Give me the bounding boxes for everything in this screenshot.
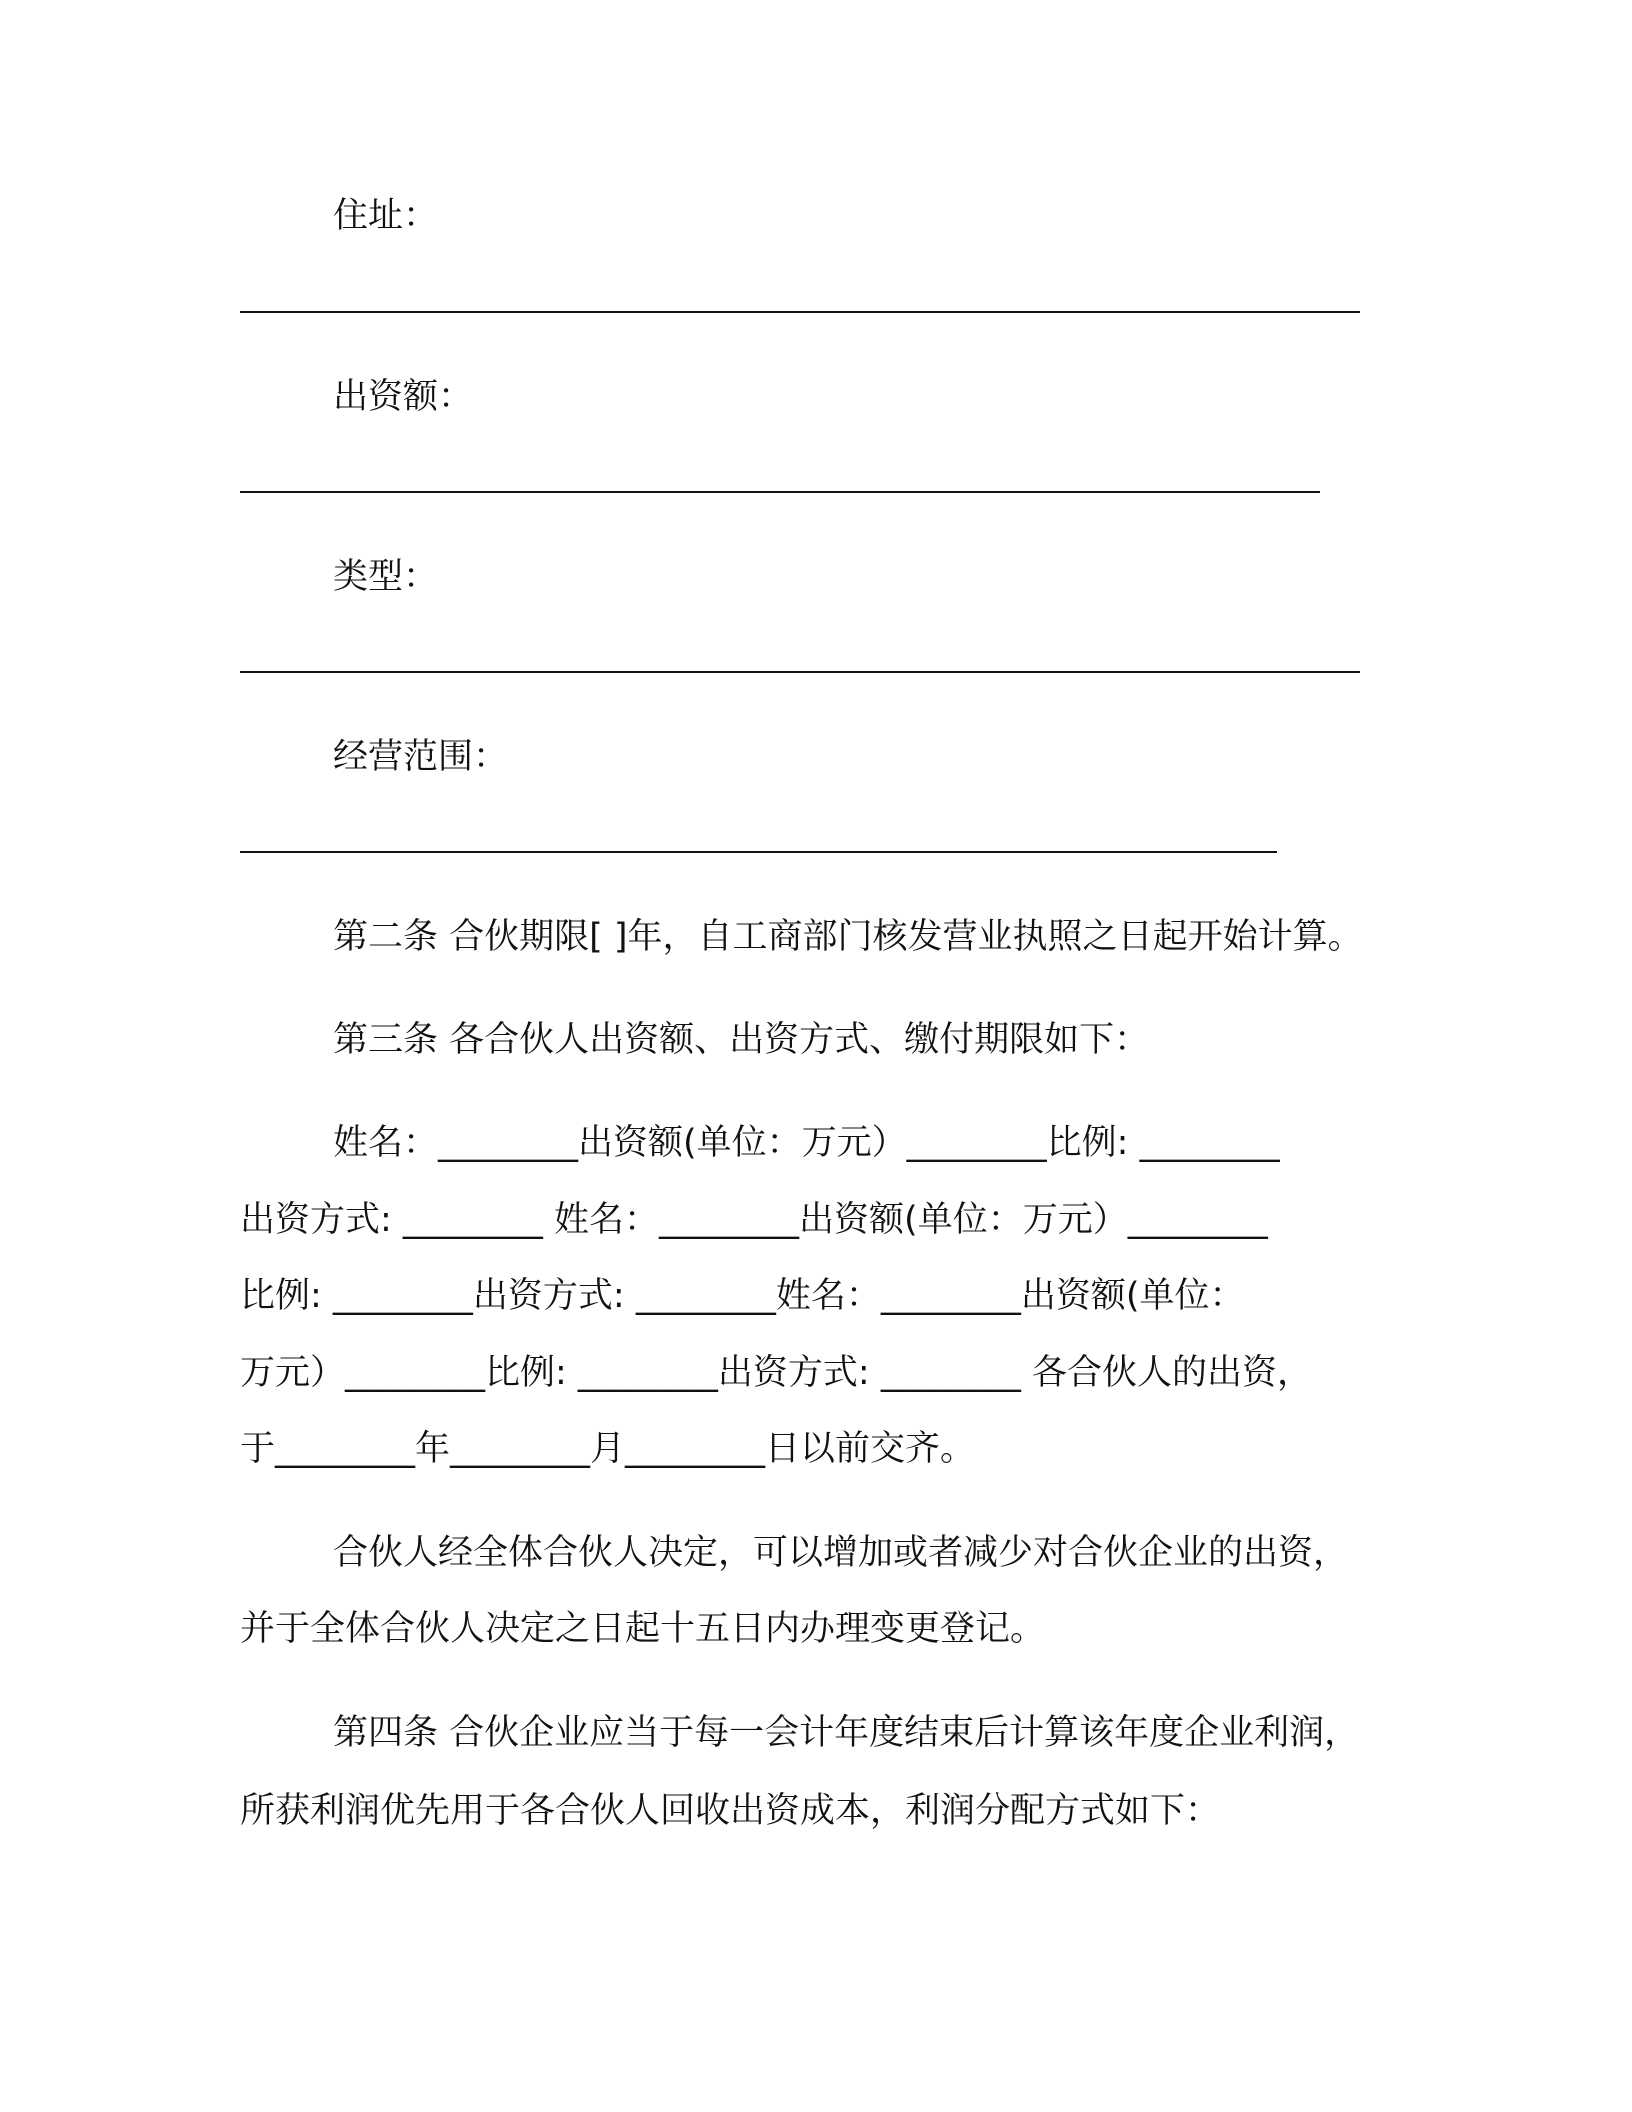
contribution-line: 万元）________比例: ________出资方式: ________ 各合伙人的出资，	[240, 1353, 1312, 1393]
type-blank-line[interactable]	[240, 671, 1360, 673]
change-paragraph-line: 并于全体合伙人决定之日起十五日内办理变更登记。	[240, 1609, 1046, 1649]
article-2: 第二条 合伙期限[ ]年，自工商部门核发营业执照之日起开始计算。	[333, 917, 1363, 957]
address-blank-line[interactable]	[240, 311, 1360, 313]
field-label-address: 住址：	[333, 196, 439, 236]
contribution-line: 出资方式: ________ 姓名：________出资额(单位：万元）________	[240, 1200, 1268, 1240]
business-scope-blank-line[interactable]	[240, 851, 1277, 853]
field-label-business-scope: 经营范围：	[333, 737, 509, 777]
contribution-line: 比例: ________出资方式: ________姓名：________出资额(单位：	[240, 1276, 1245, 1316]
capital-blank-line[interactable]	[240, 491, 1320, 493]
field-label-type: 类型：	[333, 557, 439, 597]
article-3: 第三条 各合伙人出资额、出资方式、缴付期限如下：	[333, 1020, 1150, 1060]
field-label-capital: 出资额：	[333, 377, 474, 417]
article-4-line: 所获利润优先用于各合伙人回收出资成本，利润分配方式如下：	[240, 1791, 1221, 1831]
article-4-line: 第四条 合伙企业应当于每一会计年度结束后计算该年度企业利润，	[333, 1713, 1360, 1753]
contribution-line: 姓名：________出资额(单位：万元）________比例: ________	[333, 1123, 1280, 1163]
contribution-line: 于________年________月________日以前交齐。	[240, 1429, 976, 1469]
change-paragraph-line: 合伙人经全体合伙人决定，可以增加或者减少对合伙企业的出资，	[333, 1533, 1349, 1573]
